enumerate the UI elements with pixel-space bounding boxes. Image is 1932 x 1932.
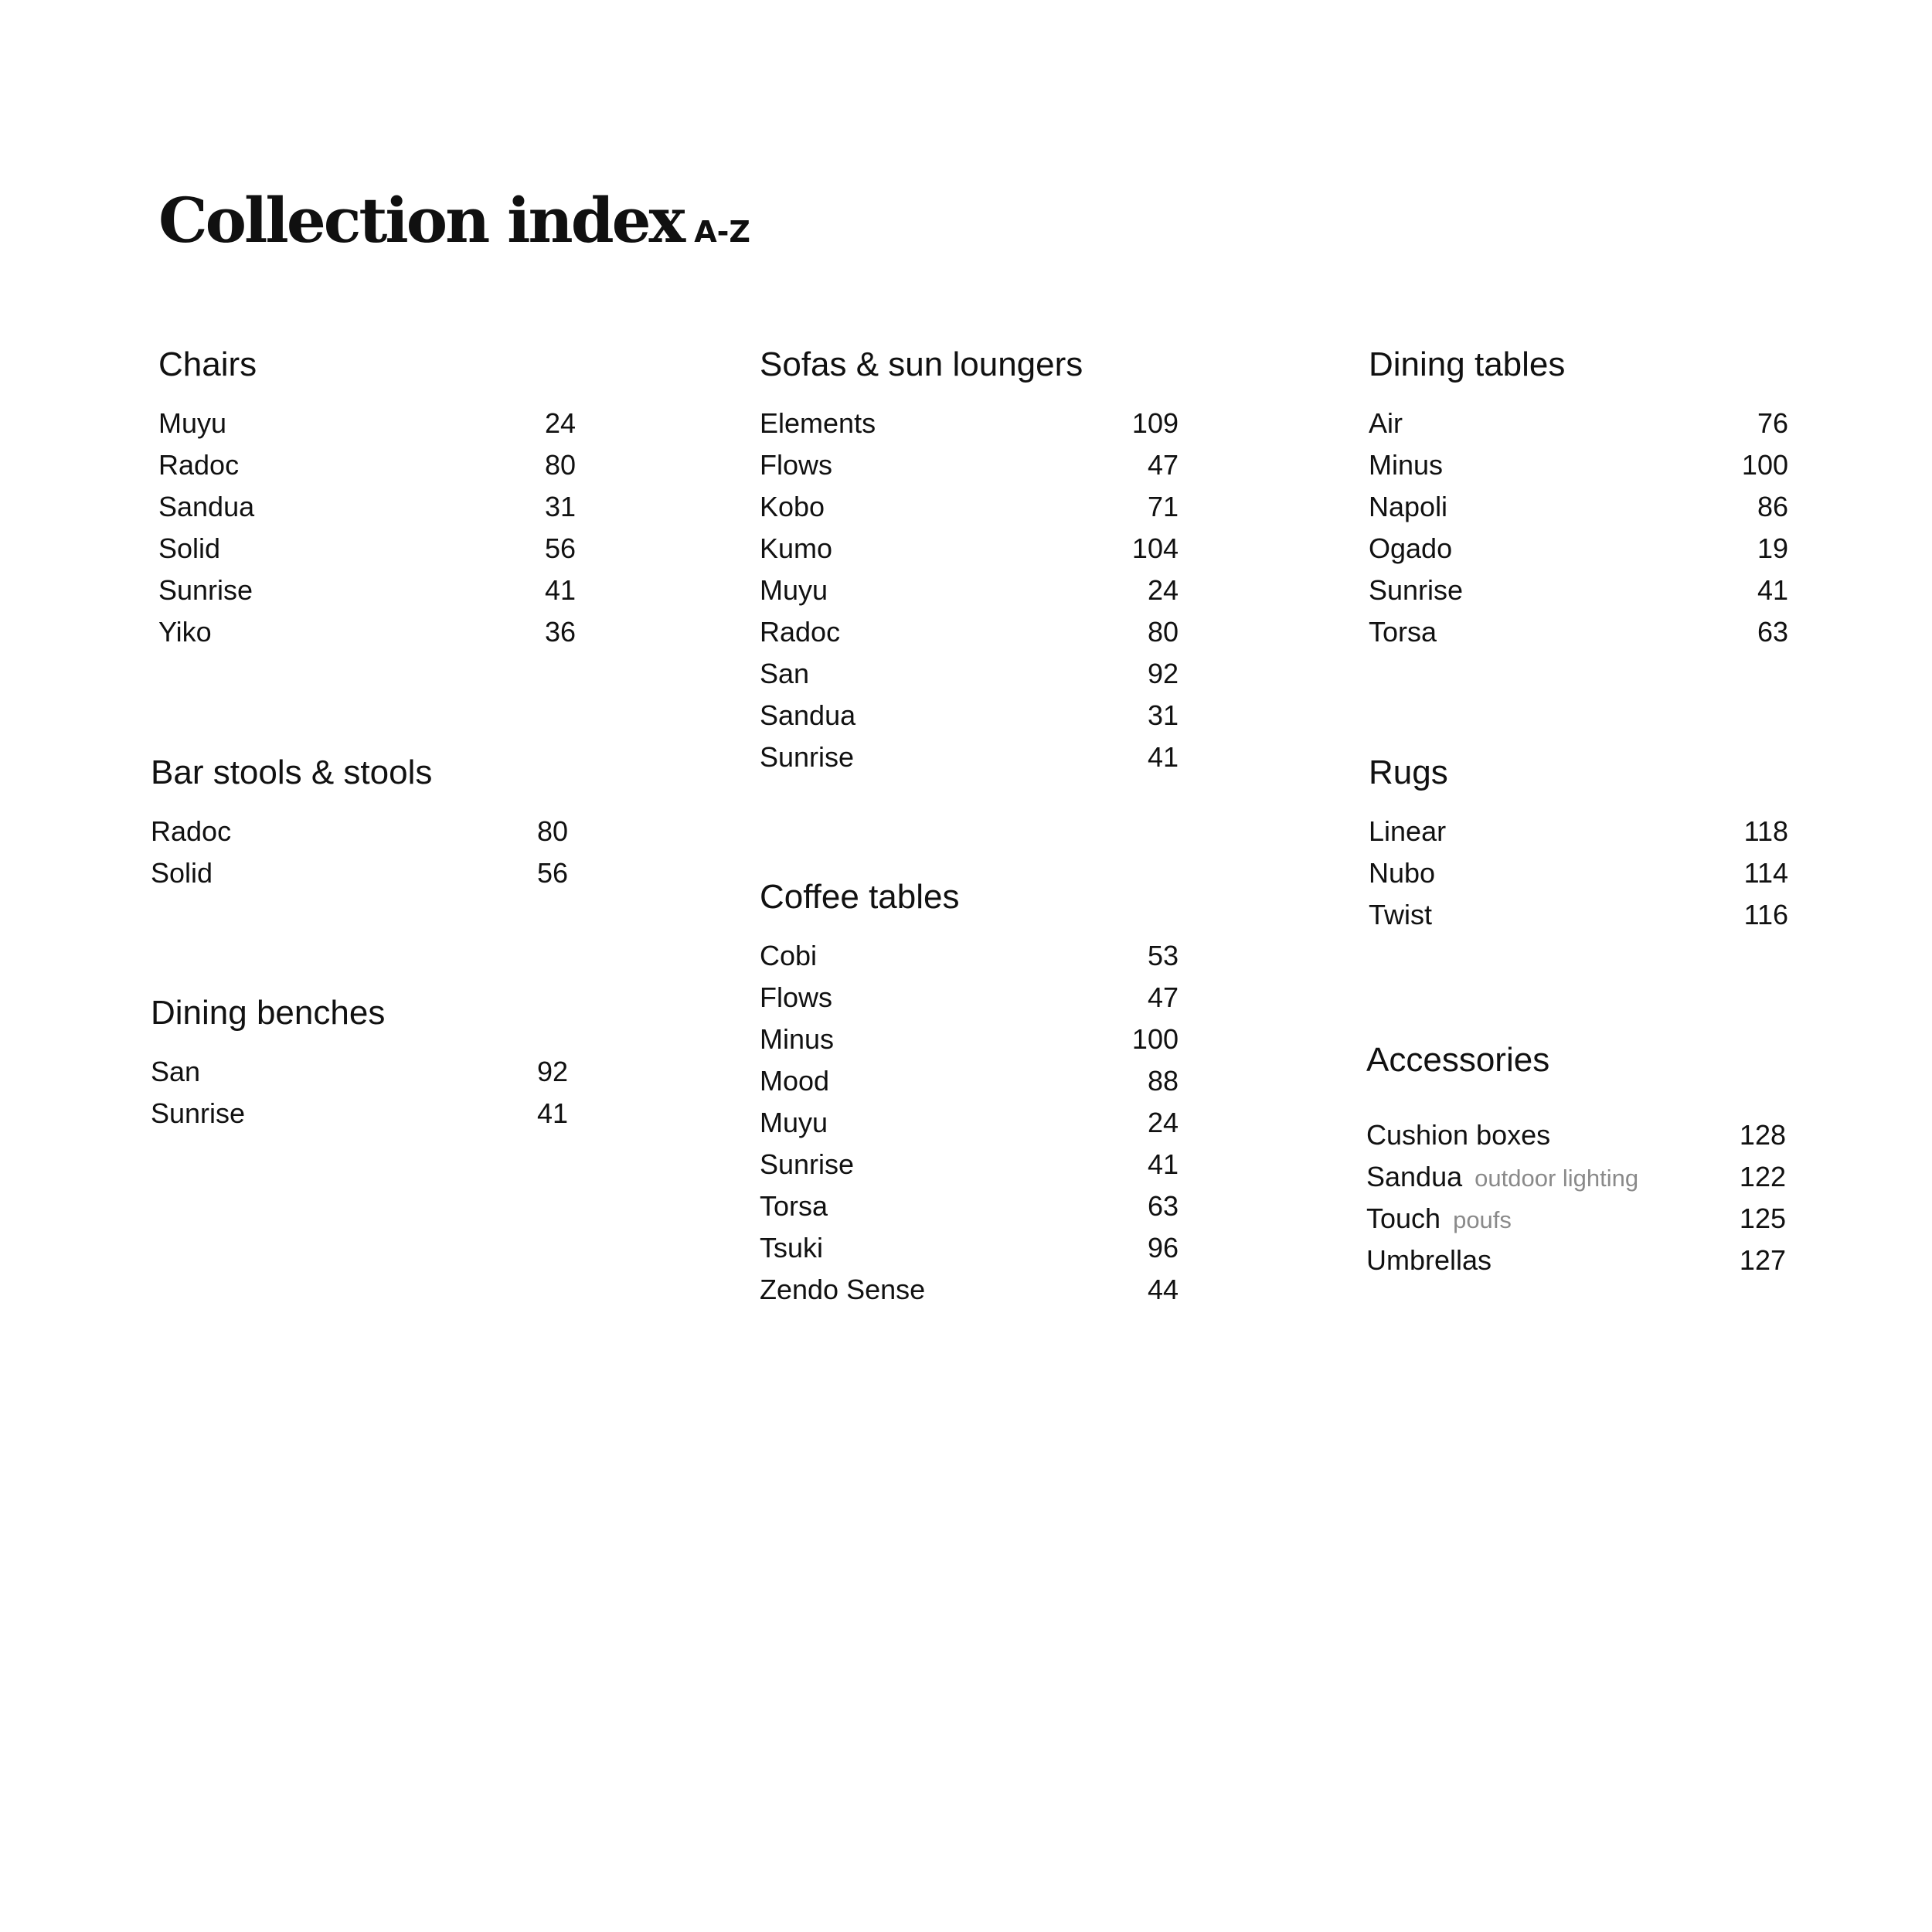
entry-page-number: 19 [1757, 532, 1788, 564]
entry-page-number: 109 [1131, 407, 1179, 439]
entry-name: Torsa [1369, 616, 1437, 648]
index-entry [760, 653, 1179, 695]
index-entry [158, 611, 576, 653]
entry-name: Napoli [1369, 491, 1448, 522]
index-list [1369, 403, 1788, 653]
entry-page-number: 104 [1131, 532, 1179, 564]
entry-page-number: 92 [536, 1056, 568, 1087]
index-entry [1369, 894, 1788, 936]
entry-name: Linear [1369, 815, 1447, 847]
index-entry [760, 444, 1179, 486]
entry-name: Sunrise [760, 1148, 855, 1180]
index-entry [158, 403, 576, 444]
entry-name: Sandua [760, 699, 856, 731]
entry-page-number: 31 [544, 491, 576, 522]
entry-name: Yiko [158, 616, 212, 648]
entry-name: Solid [158, 532, 221, 564]
index-entry [760, 1227, 1179, 1269]
entry-name: Sunrise [1369, 574, 1464, 606]
entry-name: Muyu [158, 407, 227, 439]
entry-page-number: 100 [1741, 449, 1788, 481]
entry-name: Elements [760, 407, 876, 439]
index-list [151, 811, 568, 894]
section-accessories [1366, 1037, 1786, 1281]
entry-page-number: 92 [1147, 658, 1179, 689]
page-title-text: Collection index [158, 184, 684, 257]
entry-page-number: 127 [1739, 1244, 1786, 1276]
entry-page-number: 31 [1147, 699, 1179, 731]
entry-page-number: 80 [544, 449, 576, 481]
entry-page-number: 71 [1147, 491, 1179, 522]
entry-name: Sandua [1366, 1161, 1463, 1192]
entry-page-number: 63 [1757, 616, 1788, 648]
entry-name: Umbrellas [1366, 1244, 1492, 1276]
index-entry [1366, 1114, 1786, 1156]
section-chairs [158, 342, 576, 653]
index-entry [760, 1185, 1179, 1227]
index-entry [760, 1019, 1179, 1060]
entry-page-number: 125 [1739, 1202, 1786, 1234]
entry-name: Flows [760, 981, 833, 1013]
index-list [151, 1051, 568, 1134]
entry-page-number: 56 [536, 857, 568, 889]
index-list [760, 403, 1179, 778]
section-title: Chairs [158, 345, 257, 383]
index-entry [151, 852, 568, 894]
index-entry [1369, 528, 1788, 570]
index-entry [151, 1093, 568, 1134]
entry-page-number: 24 [1147, 1107, 1179, 1138]
entry-name: Sunrise [760, 741, 855, 773]
entry-page-number: 47 [1147, 449, 1179, 481]
entry-name: Nubo [1369, 857, 1436, 889]
entry-page-number: 47 [1147, 981, 1179, 1013]
index-list [1366, 1114, 1786, 1281]
entry-page-number: 76 [1757, 407, 1788, 439]
index-entry [760, 611, 1179, 653]
section-title: Bar stools & stools [151, 753, 433, 791]
section-bar-stools [151, 750, 568, 894]
entry-name: Sandua [158, 491, 255, 522]
index-entry [1369, 570, 1788, 611]
entry-name: Minus [1369, 449, 1444, 481]
section-title: Accessories [1366, 1041, 1550, 1079]
entry-name: Torsa [760, 1190, 828, 1222]
index-entry [1369, 811, 1788, 852]
entry-page-number: 41 [544, 574, 576, 606]
entry-name: Flows [760, 449, 833, 481]
entry-name: Muyu [760, 1107, 828, 1138]
index-entry [158, 528, 576, 570]
entry-name: Muyu [760, 574, 828, 606]
index-entry [760, 935, 1179, 977]
index-entry [1369, 486, 1788, 528]
entry-page-number: 80 [536, 815, 568, 847]
index-entry [158, 444, 576, 486]
page-title-suffix: A-Z [694, 215, 750, 249]
index-entry [151, 1051, 568, 1093]
entry-page-number: 41 [1757, 574, 1788, 606]
section-title: Dining tables [1369, 345, 1566, 383]
index-entry [1369, 444, 1788, 486]
entry-name: Cobi [760, 940, 818, 971]
index-entry [760, 695, 1179, 736]
entry-name: Zendo Sense [760, 1274, 926, 1305]
section-coffee-tables [760, 874, 1179, 1311]
entry-name: Radoc [151, 815, 232, 847]
index-entry [760, 1060, 1179, 1102]
entry-page-number: 36 [544, 616, 576, 648]
entry-page-number: 96 [1147, 1232, 1179, 1264]
section-title: Sofas & sun loungers [760, 345, 1083, 383]
entry-name: Mood [760, 1065, 830, 1097]
entry-page-number: 100 [1131, 1023, 1179, 1055]
index-entry [1369, 403, 1788, 444]
index-entry [1369, 852, 1788, 894]
entry-page-number: 24 [544, 407, 576, 439]
section-dining-benches [151, 990, 568, 1134]
index-entry [760, 1269, 1179, 1311]
section-title: Coffee tables [760, 878, 960, 916]
entry-name: Radoc [158, 449, 240, 481]
entry-page-number: 41 [1147, 1148, 1179, 1180]
entry-note: outdoor lighting [1475, 1165, 1639, 1192]
entry-name: Twist [1369, 899, 1433, 930]
entry-page-number: 118 [1743, 815, 1788, 847]
entry-page-number: 80 [1147, 616, 1179, 648]
entry-page-number: 128 [1739, 1119, 1786, 1151]
entry-page-number: 88 [1147, 1065, 1179, 1097]
index-entry [760, 1144, 1179, 1185]
index-list [1369, 811, 1788, 936]
page-title [158, 184, 750, 257]
entry-note: poufs [1453, 1206, 1512, 1233]
section-dining-tables [1369, 342, 1788, 653]
entry-name: Tsuki [760, 1232, 824, 1264]
index-list [760, 935, 1179, 1311]
entry-page-number: 44 [1147, 1274, 1179, 1305]
entry-name: Air [1369, 407, 1403, 439]
index-entry [158, 570, 576, 611]
section-title: Dining benches [151, 994, 386, 1032]
entry-page-number: 122 [1739, 1161, 1786, 1192]
entry-name: San [760, 658, 810, 689]
section-rugs [1369, 750, 1788, 936]
index-entry [1366, 1156, 1786, 1198]
entry-name: Cushion boxes [1366, 1119, 1551, 1151]
entry-name: Sunrise [151, 1097, 246, 1129]
entry-name: Kumo [760, 532, 833, 564]
entry-name: Sunrise [158, 574, 253, 606]
entry-page-number: 56 [544, 532, 576, 564]
entry-name: San [151, 1056, 201, 1087]
entry-page-number: 63 [1147, 1190, 1179, 1222]
index-entry [1366, 1198, 1786, 1240]
index-entry [1366, 1240, 1786, 1281]
index-entry [158, 486, 576, 528]
entry-page-number: 116 [1743, 899, 1788, 930]
index-entry [1369, 611, 1788, 653]
entry-name: Ogado [1369, 532, 1453, 564]
entry-page-number: 53 [1147, 940, 1179, 971]
entry-name: Minus [760, 1023, 835, 1055]
index-entry [760, 403, 1179, 444]
entry-name: Kobo [760, 491, 825, 522]
index-entry [760, 528, 1179, 570]
entry-name: Solid [151, 857, 213, 889]
index-list [158, 403, 576, 653]
index-entry [760, 1102, 1179, 1144]
index-entry [760, 570, 1179, 611]
entry-page-number: 114 [1743, 857, 1788, 889]
entry-name: Touch [1366, 1202, 1441, 1234]
entry-page-number: 24 [1147, 574, 1179, 606]
entry-page-number: 41 [536, 1097, 568, 1129]
entry-name: Radoc [760, 616, 841, 648]
entry-page-number: 86 [1757, 491, 1788, 522]
entry-page-number: 41 [1147, 741, 1179, 773]
index-entry [760, 977, 1179, 1019]
index-entry [760, 736, 1179, 778]
section-sofas [760, 342, 1179, 778]
index-entry [151, 811, 568, 852]
section-title: Rugs [1369, 753, 1448, 791]
index-entry [760, 486, 1179, 528]
